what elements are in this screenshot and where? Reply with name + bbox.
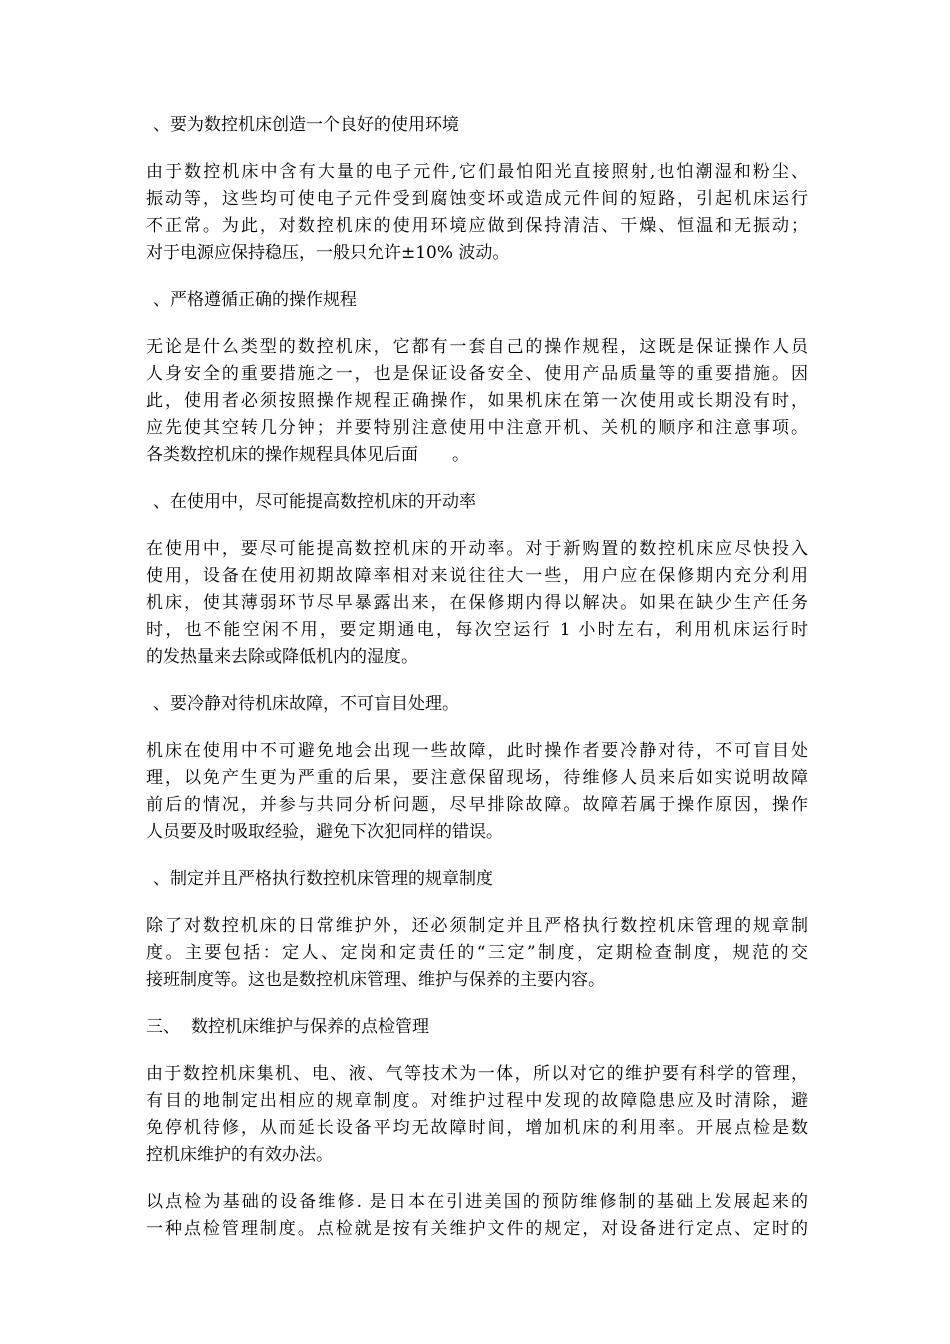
- body-paragraph: [146, 913, 808, 994]
- paragraph-line: 除了对数控机床的日常维护外，还必须制定并且严格执行数控机床管理的规章制: [146, 916, 808, 936]
- paragraph-line: 的发热量来去除或降低机内的湿度。: [146, 647, 418, 667]
- paragraph-line: 人员要及时吸取经验，避免下次犯同样的错误。: [146, 822, 503, 842]
- body-paragraph: [146, 1061, 808, 1169]
- paragraph-line: 在使用中，要尽可能提高数控机床的开动率。对于新购置的数控机床应尽快投入: [146, 539, 808, 559]
- paragraph-line: 无论是什么类型的数控机床，它都有一套自己的操作规程，这既是保证操作人员: [146, 337, 808, 357]
- paragraph-line: 机床在使用中不可避免地会出现一些故障，此时操作者要冷静对待，不可盲目处: [146, 741, 808, 761]
- chapter-heading: [146, 1014, 808, 1041]
- body-paragraph: [146, 334, 808, 469]
- document-page: [146, 112, 808, 1263]
- section-heading: [146, 287, 808, 314]
- heading-text: 、要为数控机床创造一个良好的使用环境: [153, 115, 459, 135]
- section-heading: [146, 489, 808, 516]
- paragraph-line: 有目的地制定出相应的规章制度。对维护过程中发现的故障隐患应及时清除，避: [146, 1091, 808, 1111]
- body-paragraph: [146, 536, 808, 671]
- chapter-number: 三、: [146, 1017, 180, 1037]
- heading-text: 、要冷静对待机床故障，不可盲目处理。: [153, 694, 459, 714]
- paragraph-line: 以点检为基础的设备维修. 是日本在引进美国的预防维修制的基础上发展起来的: [146, 1192, 808, 1212]
- paragraph-line: 度。主要包括：定人、定岗和定责任的“三定”制度，定期检查制度，规范的交: [146, 943, 808, 963]
- paragraph-line: 免停机待修，从而延长设备平均无故障时间，增加机床的利用率。开展点检是数: [146, 1118, 808, 1138]
- body-paragraph: [146, 159, 808, 267]
- paragraph-line: 一种点检管理制度。点检就是按有关维护文件的规定，对设备进行定点、定时的: [146, 1219, 808, 1239]
- paragraph-line: 理，以免产生更为严重的后果，要注意保留现场，待维修人员来后如实说明故障: [146, 768, 808, 788]
- section-heading: [146, 691, 808, 718]
- paragraph-line: 各类数控机床的操作规程具体见后面 。: [146, 445, 469, 465]
- section-heading: [146, 866, 808, 893]
- paragraph-line: 机床，使其薄弱环节尽早暴露出来，在保修期内得以解决。如果在缺少生产任务: [146, 593, 808, 613]
- paragraph-line: 接班制度等。这也是数控机床管理、维护与保养的主要内容。: [146, 970, 605, 990]
- paragraph-line: 使用，设备在使用初期故障率相对来说往往大一些，用户应在保修期内充分利用: [146, 566, 808, 586]
- body-paragraph: [146, 738, 808, 846]
- paragraph-line: 不正常。为此，对数控机床的使用环境应做到保持清洁、干燥、恒温和无振动；: [146, 216, 808, 236]
- paragraph-line: 前后的情况，并参与共同分析问题，尽早排除故障。故障若属于操作原因，操作: [146, 795, 808, 815]
- heading-text: 、在使用中，尽可能提高数控机床的开动率: [153, 492, 476, 512]
- paragraph-line: 振动等，这些均可使电子元件受到腐蚀变坏或造成元件间的短路，引起机床运行: [146, 189, 808, 209]
- body-paragraph: [146, 1189, 808, 1243]
- heading-text: 、严格遵循正确的操作规程: [153, 290, 357, 310]
- paragraph-line: 控机床维护的有效办法。: [146, 1145, 333, 1165]
- paragraph-line: 由于数控机床集机、电、液、气等技术为一体，所以对它的维护要有科学的管理，: [146, 1064, 808, 1084]
- section-heading: [146, 112, 808, 139]
- paragraph-line: 对于电源应保持稳压，一般只允许±10% 波动。: [146, 243, 510, 263]
- heading-text: 、制定并且严格执行数控机床管理的规章制度: [153, 869, 493, 889]
- paragraph-line: 由于数控机床中含有大量的电子元件,它们最怕阳光直接照射,也怕潮湿和粉尘、: [146, 162, 808, 182]
- paragraph-line: 应先使其空转几分钟；并要特别注意使用中注意开机、关机的顺序和注意事项。: [146, 418, 808, 438]
- paragraph-line: 此，使用者必须按照操作规程正确操作，如果机床在第一次使用或长期没有时，: [146, 391, 808, 411]
- paragraph-line: 人身安全的重要措施之一，也是保证设备安全、使用产品质量等的重要措施。因: [146, 364, 808, 384]
- chapter-title: 数控机床维护与保养的点检管理: [191, 1017, 429, 1037]
- paragraph-line: 时，也不能空闲不用，要定期通电，每次空运行 1 小时左右，利用机床运行时: [146, 620, 808, 640]
